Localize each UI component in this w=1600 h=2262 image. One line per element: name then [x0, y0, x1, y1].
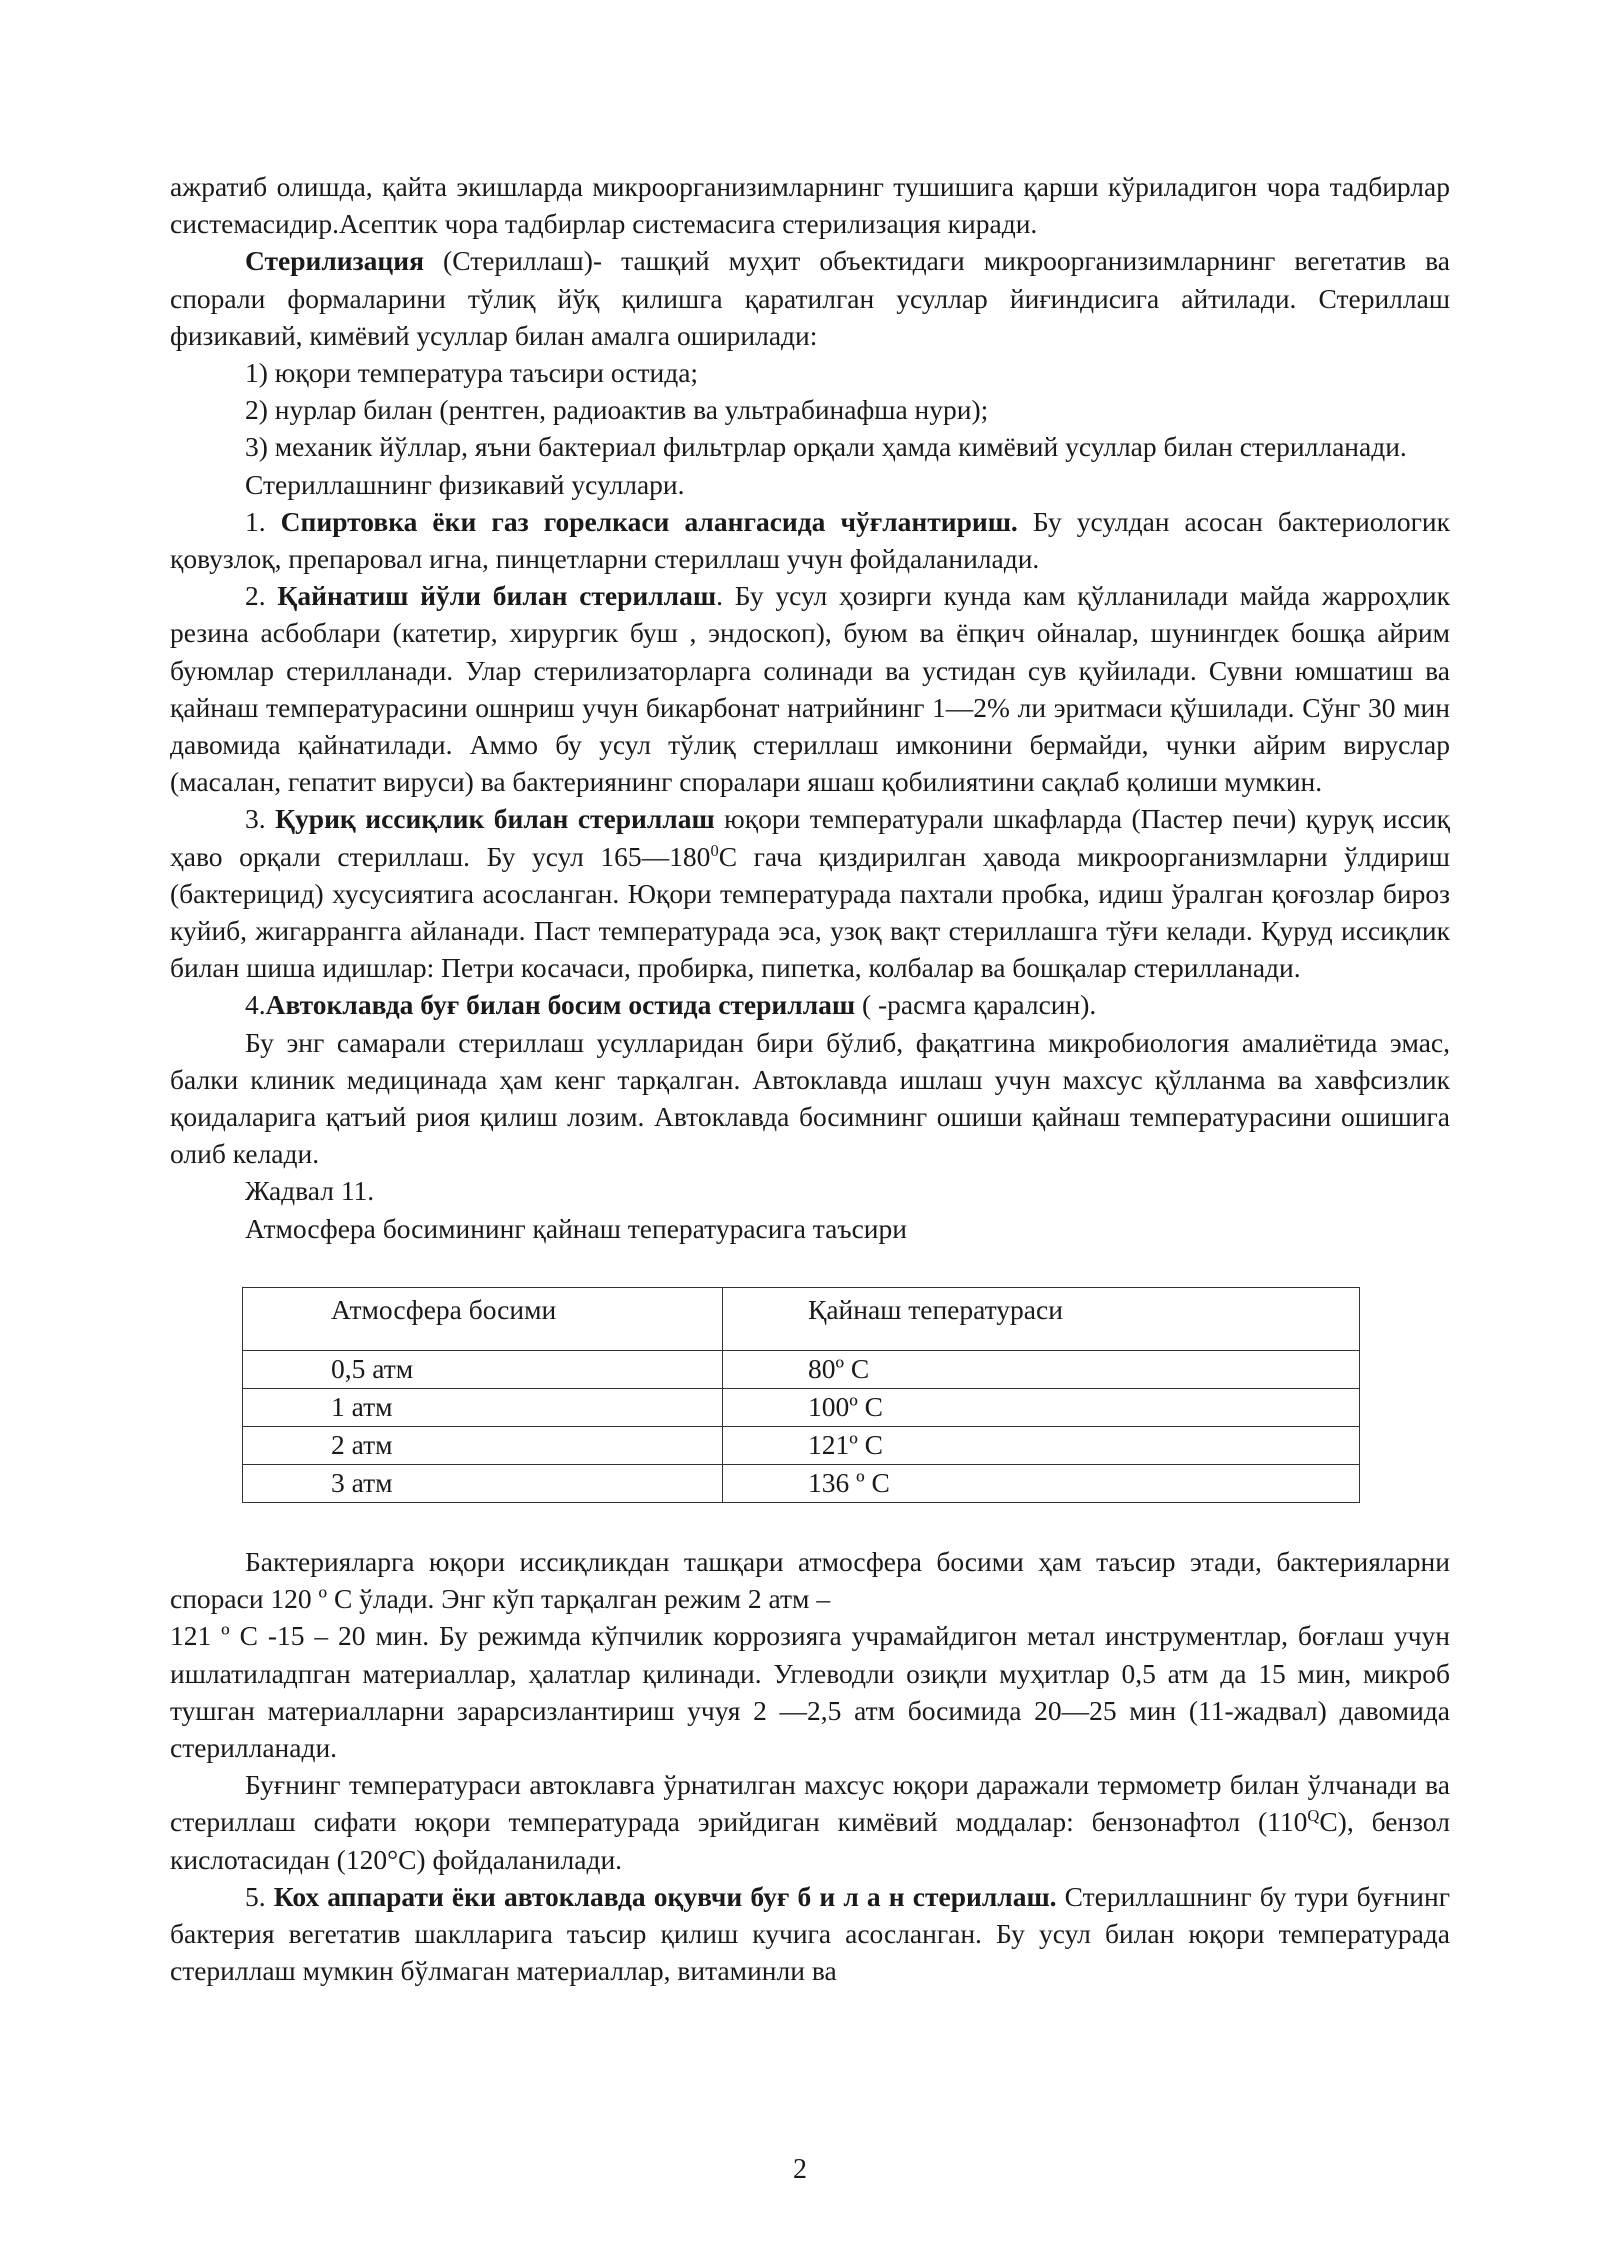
list-item-2: 2) нурлар билан (рентген, радиоактив ва ультрабинафша нури);	[245, 394, 989, 426]
table-row	[243, 1350, 1360, 1388]
table-cell: 0,5 атм	[243, 1350, 723, 1388]
table-header-pressure: Атмосфера босими	[243, 1287, 723, 1350]
term-sterilization: Стерилизация	[245, 245, 424, 277]
page-number: 2	[793, 2154, 807, 2185]
table-row	[243, 1388, 1360, 1426]
method-4-title: Автоклавда буғ билан босим остида стериллаш	[265, 989, 856, 1021]
document-page	[170, 168, 1450, 1989]
table-title: Атмосфера босимининг қайнаш тепературасига таъсири	[245, 1212, 907, 1244]
table-cell: 121º С	[723, 1426, 1360, 1464]
method-5: 5. Кох аппарати ёки автоклавда оқувчи буғ б и л а н стериллаш. Стериллашнинг бу тури буғнинг бактерия вегетатив шаклларига таъсир қилиш кучига асосланган. Бу усул билан юқори температурада стериллаш мумкин бўлмаган материаллар, витаминли ва	[170, 1880, 1450, 1987]
table-cell: 2 атм	[243, 1426, 723, 1464]
paragraph-steam-temperature: Буғнинг температураси автоклавга ўрнатилган махсус юқори даражали термометр билан ўлчанади ва стериллаш сифати юқори температурада эрийдиган кимёвий моддалар: бензонафтол $(110^QС)$, бензол кислотасидан (120°С) фойдаланилади.	[170, 1769, 1450, 1875]
paragraph-aseptic: ажратиб олишда, қайта экишларда микроорганизимларнинг тушишига қарши кўриладигон чора тадбирлар системасидир.Асептик чора тадбирлар системасига стерилизация киради.	[170, 171, 1450, 240]
method-3: 3. Қуриқ иссиқлик билан стериллаш юқори температурали шкафларда (Пастер печи) қуруқ иссиқ ҳаво орқали стериллаш. Бу усул $165—180^0С$ гача қиздирилган ҳавода микроорганизмларни ўлдириш (бактерицид) хусусиятига асосланган. Юқори температурада пахтали пробка, идиш ўралган қоғозлар бироз куйиб, жигаррангга айланади. Паст температурада эса, узоқ вақт стериллашга тўғи келади. Қуруд иссиқлик билан шиша идишлар: Петри косачаси, пробирка, пипетка, колбалар ва бошқалар стерилланади.	[170, 803, 1451, 984]
paragraph-pressure-effect: Бактерияларга юқори иссиқликдан ташқари атмосфера босими ҳам таъсир этади, бактерияларни спораси 120 º С ўлади. Энг кўп тарқалган режим 2 атм –	[170, 1545, 1450, 1615]
paragraph-regime: 121 º С -15 – 20 мин. Бу режимда кўпчилик коррозияга учрамайдигон метал инструментлар, боғлаш учун ишлатиладпган материаллар, ҳалатлар қилинади. Углеводли озиқли муҳитлар 0,5 атм да 15 мин, микроб тушган материалларни зарарсизлантириш учуя 2 —2,5 атм босимида 20—25 мин (11-жадвал) давомида стерилланади.	[170, 1620, 1450, 1763]
paragraph-autoclave: Бу энг самарали стериллаш усулларидан бири бўлиб, фақатгина микробиология амалиётида эмас, балки клиник медицинада ҳам кенг тарқалган. Автоклавда ишлаш учун махсус қўлланма ва хавфсизлик қоидаларига қатъий риоя қилиш лозим. Автоклавда босимнинг ошиши қайнаш температурасини ошишига олиб келади.	[170, 1026, 1450, 1170]
method-5-title: Кох аппарати ёки автоклавда оқувчи буғ б и л а н стериллаш.	[273, 1880, 1057, 1912]
table-cell: 136 º С	[723, 1464, 1360, 1502]
list-item-1: 1) юқори температура таъсири остида;	[245, 357, 699, 389]
pressure-temperature-table	[242, 1287, 1360, 1503]
method-2: 2. Қайнатиш йўли билан стериллаш. Бу усул ҳозирги кунда кам қўлланилади майда жарроҳлик резина асбоблари (катетир, хирургик буш , эндоскоп), буюм ва ёпқич ойналар, шунингдек бошқа айрим буюмлар стерилланади. Улар стерилизаторларга солинади ва устидан сув қуйилади. Сувни юмшатиш ва қайнаш температурасини ошнриш учун бикарбонат натрийнинг 1—2% ли эритмаси қўшилади. Сўнг 30 мин давомида қайнатилади. Аммо бу усул тўлиқ стериллаш имконини бермайди, чунки айрим вируслар (масалан, гепатит вируси) ва бактериянинг споралари яшаш қобилиятини сақлаб қолиши мумкин.	[170, 580, 1451, 798]
table-row	[243, 1426, 1360, 1464]
table-cell: 100º С	[723, 1388, 1360, 1426]
section-physical-methods: Стериллашнинг физикавий усуллари.	[245, 468, 685, 500]
paragraph-sterilization-definition: Стерилизация (Стериллаш)- ташқий муҳит объектидаги микроорганизимларнинг вегетатив ва спорали формаларини тўлиқ йўқ қилишга қаратилган усуллар йиғиндисига айтилади. Стериллаш физикавий, кимёвий усуллар билан амалга оширилади:	[170, 245, 1450, 351]
table-cell: 3 атм	[243, 1464, 723, 1502]
table-row	[243, 1464, 1360, 1502]
method-2-title: Қайнатиш йўли билан стериллаш	[277, 580, 717, 612]
table-header-row	[243, 1287, 1360, 1350]
list-item-3: 3) механик йўллар, яъни бактериал фильтрлар орқали ҳамда кимёвий усуллар билан стерилланади.	[245, 431, 1407, 463]
method-3-title: Қуриқ иссиқлик билан стериллаш	[275, 803, 715, 835]
table-number: Жадвал 11.	[245, 1175, 375, 1207]
method-1-title: Спиртовка ёки газ горелкаси алангасида чўғлантириш.	[280, 505, 1018, 537]
method-1: 1. Спиртовка ёки газ горелкаси алангасида чўғлантириш. Бу усулдан асосан бактериологик қовузлоқ, препаровал игна, пинцетларни стериллаш учун фойдаланилади.	[170, 505, 1451, 575]
table-header-temperature: Қайнаш теператураси	[723, 1287, 1360, 1350]
table-cell: 1 атм	[243, 1388, 723, 1426]
table-cell: 80º С	[723, 1350, 1360, 1388]
method-4: 4.Автоклавда буғ билан босим остида стериллаш ( -расмга қаралсин).	[245, 989, 1097, 1021]
